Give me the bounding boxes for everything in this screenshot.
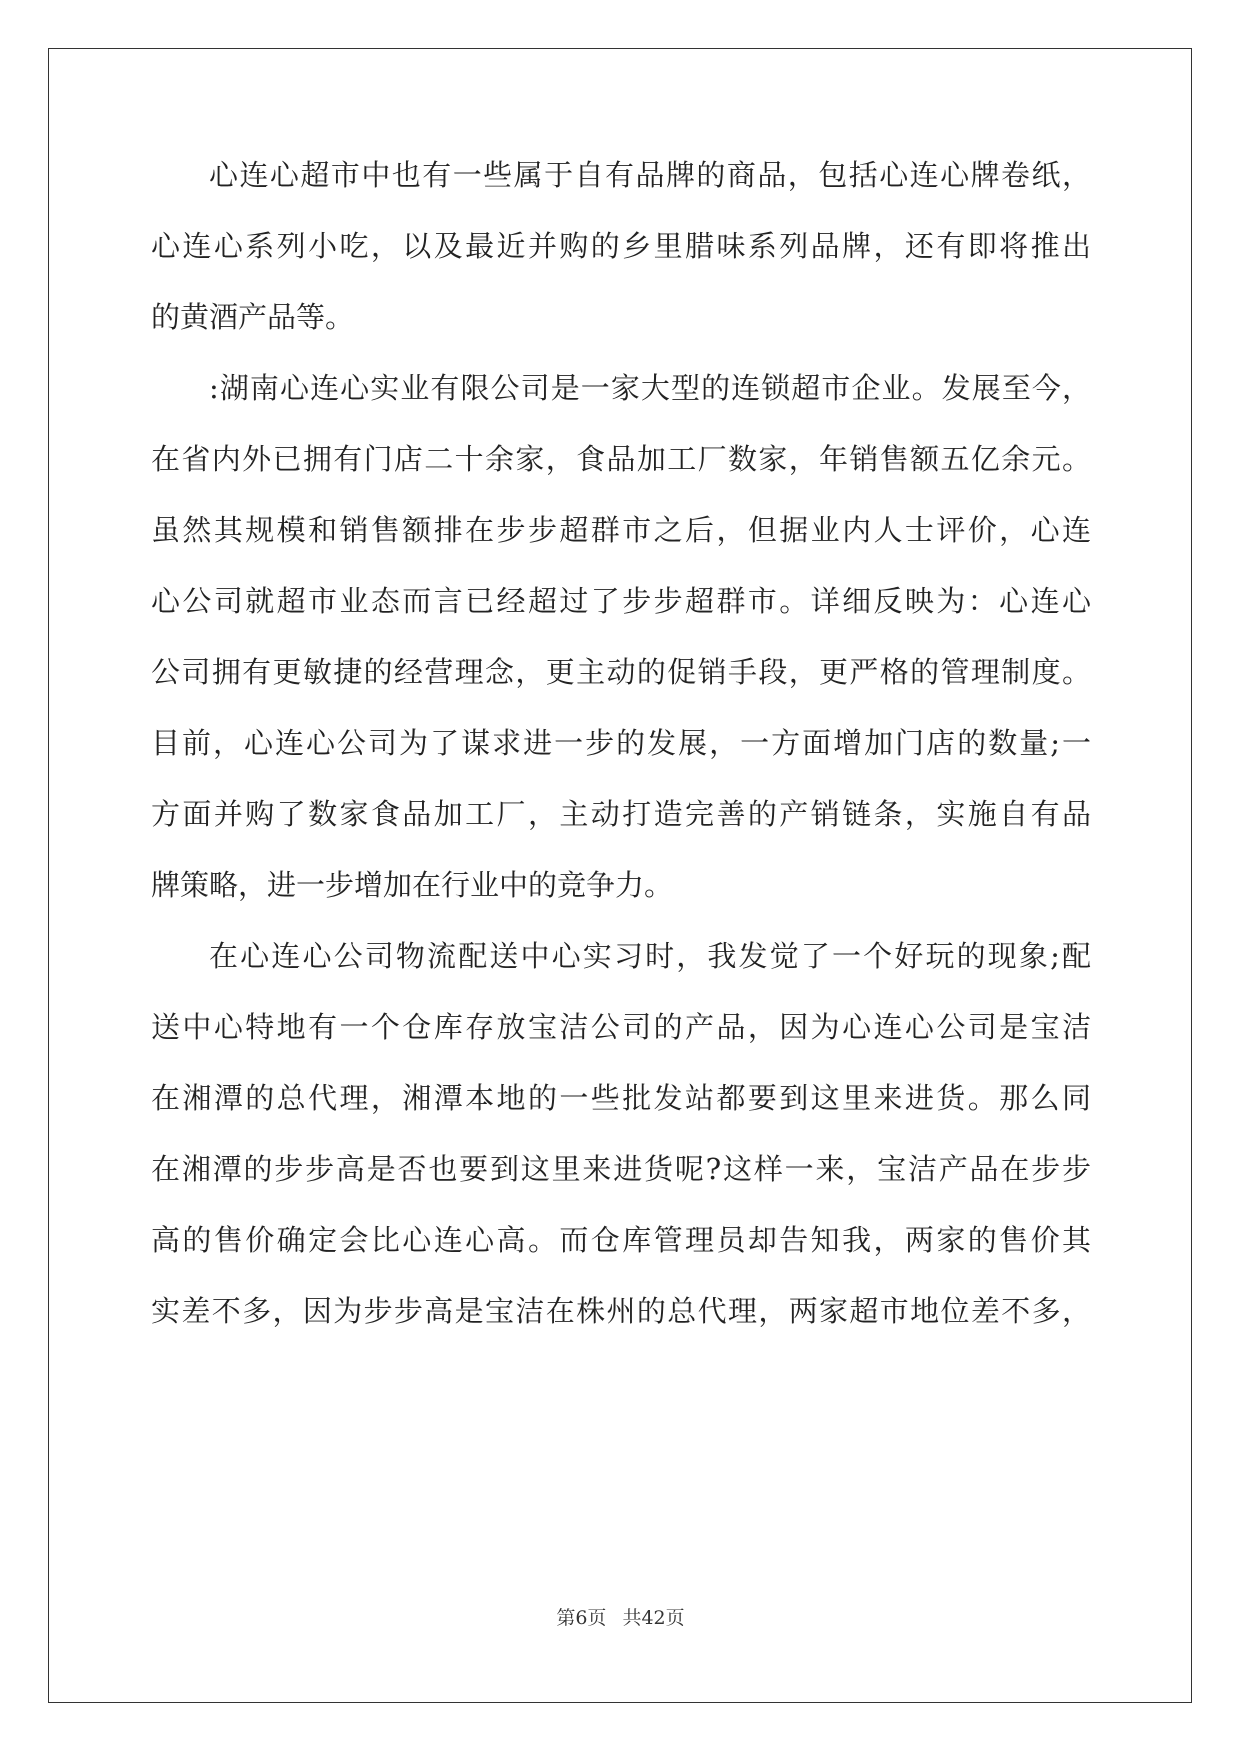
text-line: 方面并购了数家食品加工厂，主动打造完善的产销链条，实施自有品 [151,797,1091,831]
text-line: 的黄酒产品等。 [151,300,355,334]
text-line: 目前，心连心公司为了谋求进一步的发展，一方面增加门店的数量;一 [151,726,1091,760]
text-line: 在省内外已拥有门店二十余家，食品加工厂数家，年销售额五亿余元。 [151,442,1091,476]
page-total: 共42页 [622,1607,685,1629]
text-line: 心连心超市中也有一些属于自有品牌的商品，包括心连心牌卷纸， [209,158,1091,192]
page-number: 第6页 [556,1607,607,1629]
text-line: 心连心系列小吃，以及最近并购的乡里腊味系列品牌，还有即将推出 [151,229,1091,263]
text-line: 送中心特地有一个仓库存放宝洁公司的产品，因为心连心公司是宝洁 [151,1010,1091,1044]
text-line: 心公司就超市业态而言已经超过了步步超群市。详细反映为：心连心 [151,584,1091,618]
text-line: 公司拥有更敏捷的经营理念，更主动的促销手段，更严格的管理制度。 [151,655,1091,689]
text-line: 实差不多，因为步步高是宝洁在株州的总代理，两家超市地位差不多， [151,1294,1091,1328]
text-line: 牌策略，进一步增加在行业中的竞争力。 [151,868,674,902]
text-line: 高的售价确定会比心连心高。而仓库管理员却告知我，两家的售价其 [151,1223,1091,1257]
text-line: 虽然其规模和销售额排在步步超群市之后，但据业内人士评价，心连 [151,513,1091,547]
page-footer [0,1603,1241,1630]
text-line: 在湘潭的总代理，湘潭本地的一些批发站都要到这里来进货。那么同 [151,1081,1091,1115]
text-line: 在心连心公司物流配送中心实习时，我发觉了一个好玩的现象;配 [209,939,1091,973]
text-line: :湖南心连心实业有限公司是一家大型的连锁超市企业。发展至今， [209,371,1091,405]
text-line: 在湘潭的步步高是否也要到这里来进货呢?这样一来，宝洁产品在步步 [151,1152,1091,1186]
